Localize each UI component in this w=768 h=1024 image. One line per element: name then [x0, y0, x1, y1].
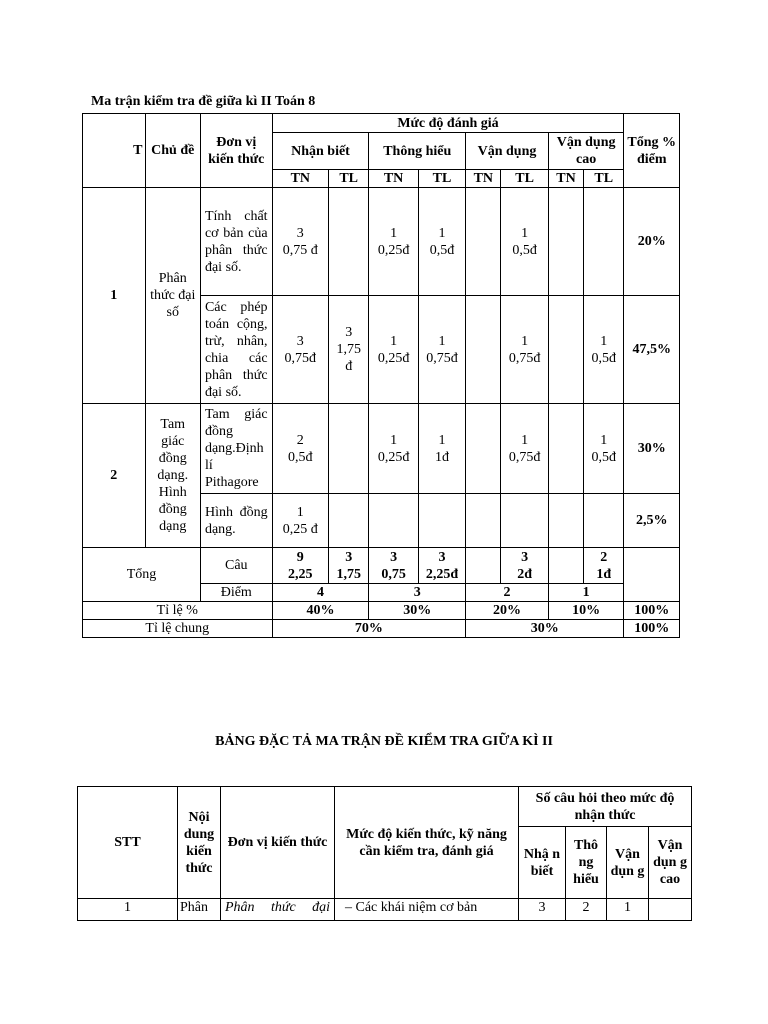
matrix-title: Ma trận kiểm tra đề giữa kì II Toán 8 [91, 94, 316, 109]
topic-name: Tam giác đồng dạng. Hình đồng dạng [145, 404, 200, 548]
cell-vdc-tn [548, 404, 583, 494]
spec-row-muc-do: – Các khái niệm cơ bản [335, 899, 519, 921]
cau-vdc-tl: 2 1đ [584, 548, 624, 584]
cell-nb-tn: 1 0,25 đ [272, 494, 328, 548]
cell-nb-tl [329, 188, 369, 296]
topic-stt: 1 [83, 188, 146, 404]
spec-row-th: 2 [566, 899, 607, 921]
spec-header-nb: Nhậ n biết [519, 827, 566, 899]
spec-header-vdc: Vận dụn g cao [649, 827, 692, 899]
cell-nb-tn: 2 0,5đ [272, 404, 328, 494]
cell-vd-tl: 1 0,75đ [501, 404, 548, 494]
spec-header-so-cau: Số câu hỏi theo mức độ nhận thức [519, 787, 692, 827]
header-tn: TN [369, 170, 418, 188]
unit-total: 47,5% [624, 296, 680, 404]
cell-th-tn: 1 0,25đ [369, 296, 418, 404]
spec-table [77, 786, 692, 921]
cell-nb-tl: 3 1,75 đ [329, 296, 369, 404]
cell-nb-tl [329, 494, 369, 548]
cell-vd-tl: 1 0,75đ [501, 296, 548, 404]
spec-header-stt: STT [78, 787, 178, 899]
header-muc-do: Mức độ đánh giá [272, 114, 624, 133]
spec-row-don-vi: Phân thức đại [221, 899, 335, 921]
diem-vd: 2 [466, 584, 549, 602]
topic-stt: 2 [83, 404, 146, 548]
matrix-table [82, 113, 680, 638]
ti-le-total: 100% [624, 602, 680, 620]
header-tl: TL [584, 170, 624, 188]
header-tl: TL [329, 170, 369, 188]
spec-row-stt: 1 [78, 899, 178, 921]
cell-nb-tn: 3 0,75đ [272, 296, 328, 404]
cell-nb-tl [329, 404, 369, 494]
ti-le-nb: 40% [272, 602, 369, 620]
ti-le-vd: 20% [466, 602, 549, 620]
header-van-dung: Vận dụng [466, 133, 549, 170]
spec-row-nb: 3 [519, 899, 566, 921]
topic-name: Phân thức đại số [145, 188, 200, 404]
diem-nb: 4 [272, 584, 369, 602]
header-van-dung-cao: Vận dụng cao [548, 133, 624, 170]
cell-vd-tn [466, 404, 501, 494]
spec-header-don-vi: Đơn vị kiến thức [221, 787, 335, 899]
cell-th-tl [418, 494, 465, 548]
header-stt: T [83, 114, 146, 188]
ti-le-chung-left: 70% [272, 620, 466, 638]
cell-vd-tn [466, 296, 501, 404]
spec-row-vd: 1 [607, 899, 649, 921]
ti-le-chung-total: 100% [624, 620, 680, 638]
spec-header-noi-dung: Nội dung kiến thức [178, 787, 221, 899]
cell-th-tn [369, 494, 418, 548]
unit-name: Tam giác đồng dạng.Định lí Pithagore [200, 404, 272, 494]
unit-total: 30% [624, 404, 680, 494]
diem-vdc: 1 [548, 584, 624, 602]
ti-le-chung-label: Tỉ lệ chung [83, 620, 273, 638]
spec-title: BẢNG ĐẶC TẢ MA TRẬN ĐỀ KIỂM TRA GIỮA KÌ II [215, 734, 553, 749]
cell-nb-tn: 3 0,75 đ [272, 188, 328, 296]
cau-label: Câu [200, 548, 272, 584]
cell-vd-tl [501, 494, 548, 548]
header-tn: TN [548, 170, 583, 188]
header-tn: TN [272, 170, 328, 188]
header-tl: TL [501, 170, 548, 188]
cell-th-tl: 1 0,75đ [418, 296, 465, 404]
unit-name: Các phép toán cộng, trừ, nhân, chia các phân thức đại số. [200, 296, 272, 404]
cell-vd-tn [466, 494, 501, 548]
cell-vdc-tn [548, 296, 583, 404]
unit-name: Hình đồng dạng. [200, 494, 272, 548]
cell-th-tl: 1 0,5đ [418, 188, 465, 296]
cell-vd-tn [466, 188, 501, 296]
header-chu-de: Chủ đề [145, 114, 200, 188]
header-tong: Tổng % điểm [624, 114, 680, 188]
cau-nb-tl: 3 1,75 [329, 548, 369, 584]
ti-le-label: Tỉ lệ % [83, 602, 273, 620]
diem-th: 3 [369, 584, 466, 602]
ti-le-th: 30% [369, 602, 466, 620]
cau-nb-tn: 9 2,25 [272, 548, 328, 584]
spec-header-th: Thô ng hiểu [566, 827, 607, 899]
spec-row-noi-dung: Phân [178, 899, 221, 921]
ti-le-vdc: 10% [548, 602, 624, 620]
cell-vdc-tn [548, 494, 583, 548]
spec-header-muc-do: Mức độ kiến thức, kỹ năng cần kiểm tra, đánh giá [335, 787, 519, 899]
header-tl: TL [418, 170, 465, 188]
diem-label: Điểm [200, 584, 272, 602]
cau-th-tn: 3 0,75 [369, 548, 418, 584]
header-thong-hieu: Thông hiểu [369, 133, 466, 170]
unit-total: 20% [624, 188, 680, 296]
cau-vdc-tn [548, 548, 583, 584]
tong-label: Tổng [83, 548, 201, 602]
unit-name: Tính chất cơ bản của phân thức đại số. [200, 188, 272, 296]
cell-th-tn: 1 0,25đ [369, 188, 418, 296]
tong-total-empty [624, 548, 680, 602]
spec-header-vd: Vận dụn g [607, 827, 649, 899]
ti-le-chung-right: 30% [466, 620, 624, 638]
cell-vdc-tl [584, 494, 624, 548]
header-don-vi: Đơn vị kiến thức [200, 114, 272, 188]
spec-row-vdc [649, 899, 692, 921]
cell-vdc-tn [548, 188, 583, 296]
cell-vdc-tl: 1 0,5đ [584, 404, 624, 494]
cau-th-tl: 3 2,25đ [418, 548, 465, 584]
cau-vd-tn [466, 548, 501, 584]
cell-vdc-tl [584, 188, 624, 296]
cell-th-tn: 1 0,25đ [369, 404, 418, 494]
unit-total: 2,5% [624, 494, 680, 548]
cell-vd-tl: 1 0,5đ [501, 188, 548, 296]
cau-vd-tl: 3 2đ [501, 548, 548, 584]
header-tn: TN [466, 170, 501, 188]
cell-vdc-tl: 1 0,5đ [584, 296, 624, 404]
header-nhan-biet: Nhận biết [272, 133, 369, 170]
cell-th-tl: 1 1đ [418, 404, 465, 494]
